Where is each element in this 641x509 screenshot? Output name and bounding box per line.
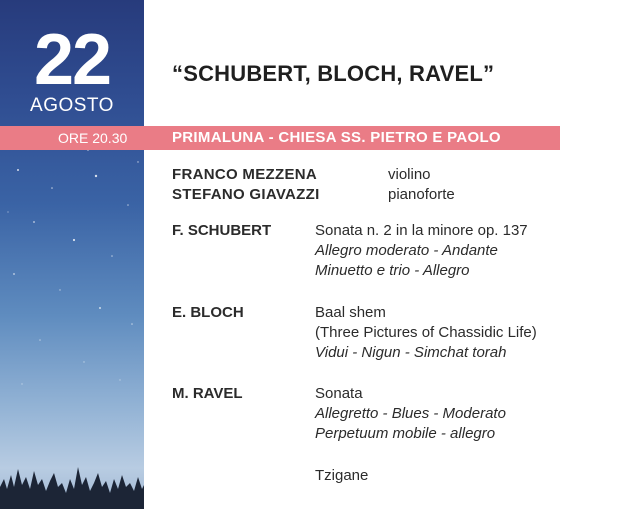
concert-title: “SCHUBERT, BLOCH, RAVEL” (172, 61, 495, 86)
work-line: Vidui - Nigun - Simchat torah (315, 344, 507, 361)
program-work (315, 303, 537, 363)
work-line: Minuetto e trio - Allegro (315, 262, 470, 279)
program-work (315, 384, 506, 444)
treeline-silhouette (0, 439, 144, 509)
extra-work: Tzigane (315, 467, 369, 484)
program-work (315, 221, 528, 281)
event-venue: PRIMALUNA - CHIESA SS. PIETRO E PAOLO (172, 129, 501, 146)
performer-instrument: pianoforte (388, 186, 455, 203)
date-sidebar (0, 0, 144, 509)
event-time: ORE 20.30 (58, 130, 128, 146)
work-line: Baal shem (315, 304, 386, 321)
work-line: Allegretto - Blues - Moderato (315, 405, 506, 422)
event-month: AGOSTO (30, 95, 114, 116)
work-line: (Three Pictures of Chassidic Life) (315, 324, 537, 341)
work-line: Allegro moderato - Andante (315, 242, 498, 259)
performer-instrument: violino (388, 166, 431, 183)
work-line: Perpetuum mobile - allegro (315, 425, 496, 442)
work-line: Sonata (315, 385, 363, 402)
composer-name: M. RAVEL (172, 385, 243, 402)
work-line: Sonata n. 2 in la minore op. 137 (315, 222, 528, 239)
composer-name: F. SCHUBERT (172, 222, 272, 239)
performer-name: STEFANO GIAVAZZI (172, 186, 320, 203)
performer-name: FRANCO MEZZENA (172, 166, 318, 183)
event-day: 22 (33, 20, 111, 100)
composer-name: E. BLOCH (172, 304, 244, 321)
